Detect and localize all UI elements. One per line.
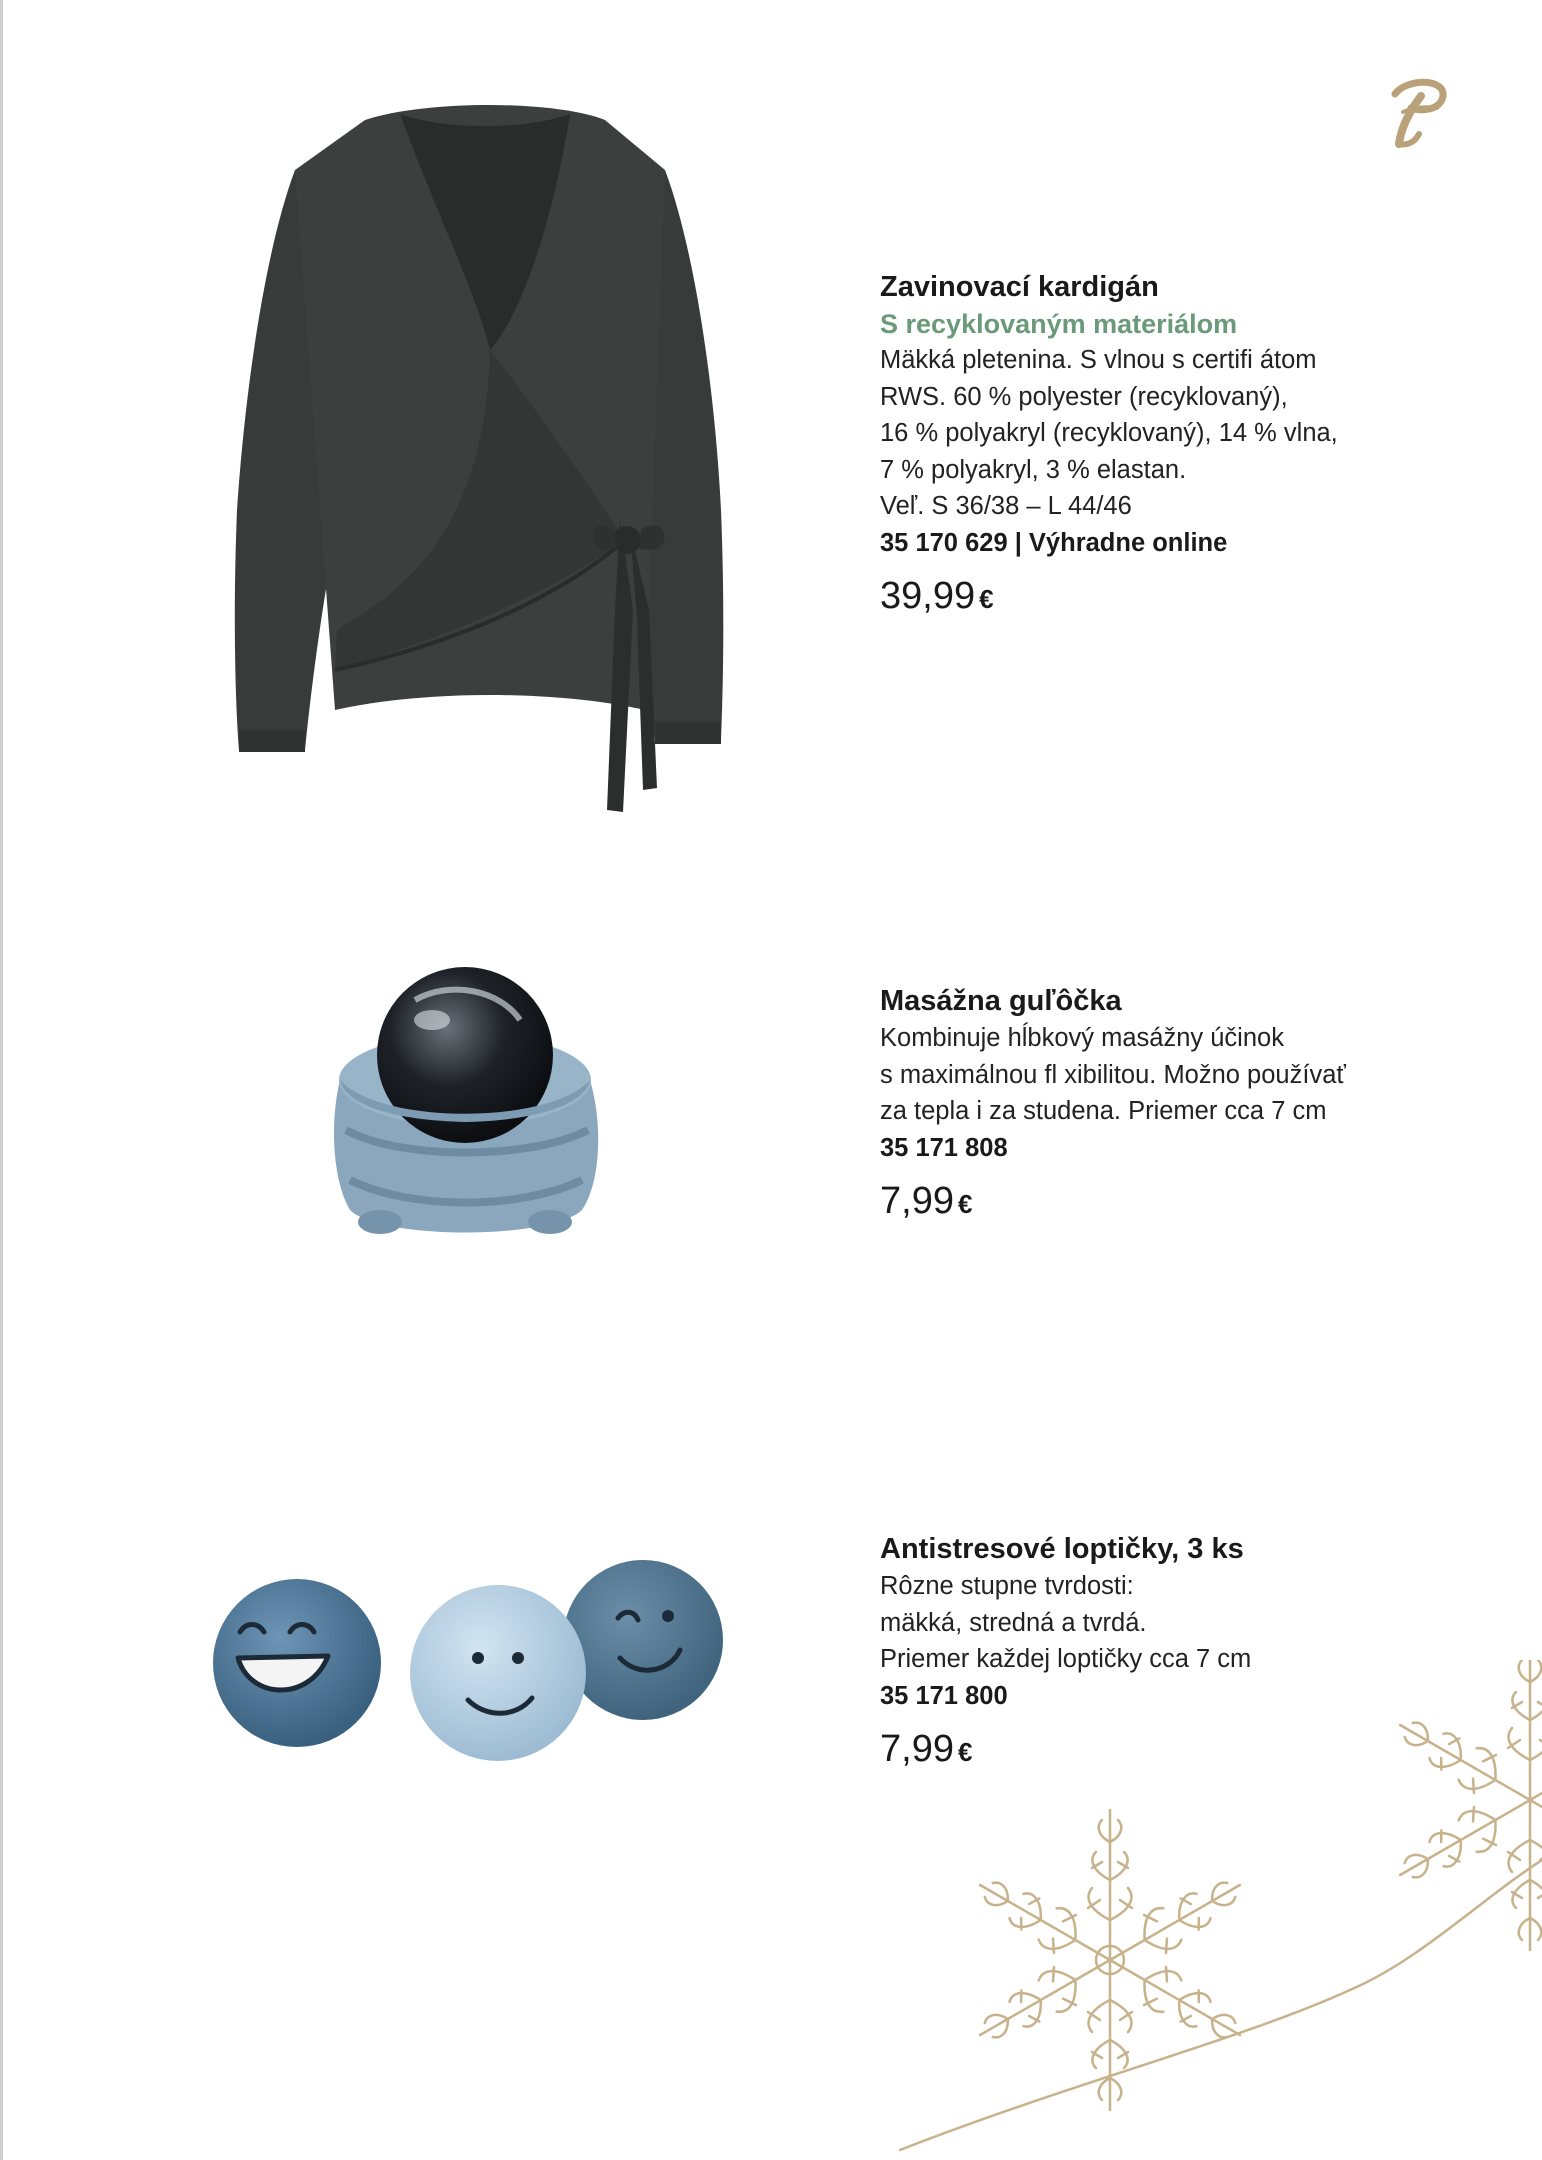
massage-ball-image <box>320 960 610 1260</box>
product-2-info <box>880 982 1440 1227</box>
product-1-title: Zavinovací kardigán <box>880 271 1159 303</box>
price-value: 7,99 <box>880 1727 954 1770</box>
product-3-desc-line: mäkká, stredná a tvrdá. <box>880 1608 1147 1637</box>
product-1-price <box>880 573 1440 622</box>
product-1-desc-line: 7 % polyakryl, 3 % elastan. <box>880 455 1187 484</box>
product-1-desc-line: RWS. 60 % polyester (recyklovaný), <box>880 382 1288 411</box>
product-3-code: 35 171 800 <box>880 1681 1008 1710</box>
product-2-price <box>880 1178 1440 1227</box>
product-1-subtitle: S recyklovaným materiálom <box>880 309 1238 339</box>
product-3-desc-line: Rôzne stupne tvrdosti: <box>880 1572 1134 1600</box>
price-value: 39,99 <box>880 574 976 617</box>
product-3-title: Antistresové loptičky, 3 ks <box>880 1533 1244 1565</box>
product-1-desc-line: 16 % polyakryl (recyklovaný), 14 % vlna, <box>880 419 1338 447</box>
product-1-code: 35 170 629 | Výhradne online <box>880 528 1228 557</box>
currency: € <box>957 1736 973 1767</box>
page-edge <box>0 0 3 2160</box>
product-2-code: 35 171 808 <box>880 1133 1008 1162</box>
product-2-desc-line: s maximálnou fl xibilitou. Možno používať <box>880 1060 1346 1089</box>
snowflake-decoration <box>880 1660 1542 2160</box>
product-2-title: Masážna guľôčka <box>880 985 1122 1017</box>
currency: € <box>957 1188 973 1219</box>
tchibo-logo-icon <box>1385 72 1453 152</box>
product-1-desc-line: Veľ. S 36/38 – L 44/46 <box>880 492 1132 520</box>
cardigan-image <box>225 90 745 820</box>
stress-balls-image <box>210 1540 730 1780</box>
product-2-desc-line: za tepla i za studena. Priemer cca 7 cm <box>880 1097 1327 1125</box>
product-2-desc-line: Kombinuje hĺbkový masážny účinok <box>880 1024 1284 1052</box>
product-3-desc-line: Priemer každej loptičky cca 7 cm <box>880 1645 1252 1673</box>
price-value: 7,99 <box>880 1179 954 1222</box>
product-1-info <box>880 268 1440 622</box>
product-1-desc-line: Mäkká pletenina. S vlnou s certifi átom <box>880 346 1317 374</box>
currency: € <box>979 583 994 614</box>
